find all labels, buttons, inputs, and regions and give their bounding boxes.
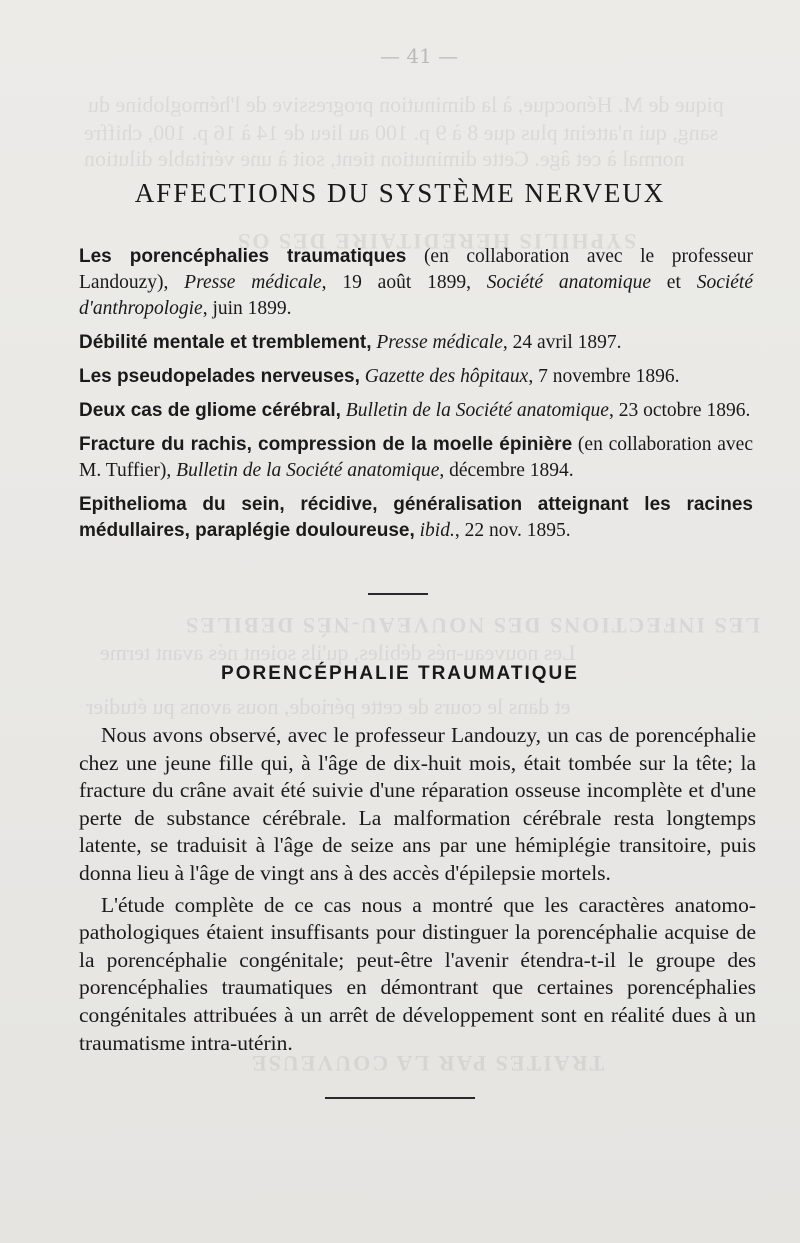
show-through-line: et dans le cours de cette période, nous avons pu étudier <box>86 694 571 719</box>
entry-title: Les pseudopelades nerveuses, <box>79 366 360 387</box>
publication-entry <box>79 398 753 424</box>
entry-title: Deux cas de gliome cérébral, <box>79 400 341 421</box>
publication-list <box>79 244 753 552</box>
entry-title: Fracture du rachis, compression de la moelle épinière <box>79 434 573 455</box>
publication-entry <box>79 330 753 356</box>
entry-source: Bulletin de la Société anatomique <box>176 460 440 481</box>
paragraph: Nous avons observé, avec le professeur Landouzy, un cas de porencéphalie chez une jeune fille qui, à l'âge de dix-huit mois, était tombée sur la tête; la fracture du crâne avait été suivie d'une réparation osseuse incomplète et d'une perte de substance cérébrale. La malformation cérébrale resta longtemps latente, se traduisit à l'âge de seize ans par une hémiplégie transitoire, puis donna lieu à l'âge de vingt ans à des accès d'épilepsie mortels. <box>79 723 756 885</box>
publication-entry <box>79 364 753 390</box>
entry-source: Société d'anthropologie <box>79 272 754 319</box>
section-divider <box>368 593 428 595</box>
entry-date: , juin 1899. <box>202 298 292 319</box>
entry-date: , 23 octobre 1896. <box>608 400 751 421</box>
entry-date: , 7 novembre 1896. <box>528 366 680 387</box>
end-rule <box>325 1097 475 1099</box>
entry-text: et <box>650 272 697 293</box>
show-through-line: TRAITES PAR LA COUVEUSE <box>250 1051 605 1076</box>
entry-source: Presse médicale <box>184 272 322 293</box>
publication-entry <box>79 432 753 484</box>
entry-title: Débilité mentale et tremblement, <box>79 332 372 353</box>
entry-source: Société anatomique <box>486 272 651 293</box>
entry-text: , 19 août 1899, <box>321 272 487 293</box>
entry-source: Bulletin de la Société anatomique <box>345 400 609 421</box>
body-text <box>79 722 756 1061</box>
publication-entry <box>79 244 753 322</box>
entry-text: (en collaboration avec M. Tuffier), <box>79 434 753 481</box>
entry-source: Presse médicale <box>376 332 503 353</box>
entry-date: , 22 nov. 1895. <box>454 520 571 541</box>
section-heading: AFFECTIONS DU SYSTÈME NERVEUX <box>134 178 666 208</box>
paragraph: L'étude complète de ce cas nous a montré que les caractères anatomo-pathologiques étaient insuffisants pour distinguer la porencéphalie acquise de la porencéphalie congénitale; peut-être l'avenir étendra-t-il le groupe des porencéphalies traumatiques en démontrant que certaines porencéphalies congénitales attribuées à un arrêt de développement sont en réalité dues à un traumatisme intra-utérin. <box>79 892 756 1055</box>
entry-title: Les porencéphalies traumatiques <box>79 246 407 267</box>
entry-text: (en collaboration avec le professeur Landouzy), <box>79 246 753 293</box>
show-through-line: SYPHILIS HÉRÉDITAIRE DES OS <box>236 229 637 254</box>
entry-date: , décembre 1894. <box>439 460 574 481</box>
publication-entry <box>79 492 753 544</box>
show-through-line: normal à cet âge. Cette diminution tient, soit à une véritable dilution <box>84 146 685 171</box>
show-through-line: sang, qui n'atteint plus que 8 à 9 p. 100 au lieu de 14 à 16 p. 100, chiffre <box>84 120 719 145</box>
subsection-title: PORENCÉPHALIE TRAUMATIQUE <box>221 663 579 684</box>
page-folio: — 41 — <box>380 44 459 68</box>
show-through-line: pique de M. Hénocque, à la diminution progressive de l'hémoglobine du <box>88 92 724 117</box>
entry-source: ibid. <box>419 520 455 541</box>
show-through-line: Les nouveau-nés débiles, qu'ils soient nés avant terme <box>100 640 576 665</box>
entry-source: Gazette des hôpitaux <box>364 366 529 387</box>
entry-title: Epithelioma du sein, récidive, généralisation atteignant les racines médullaires, paraplégie douloureuse, <box>79 494 753 541</box>
entry-date: , 24 avril 1897. <box>502 332 622 353</box>
show-through-line: LES INFECTIONS DES NOUVEAU-NÉS DEBILES <box>184 613 761 638</box>
